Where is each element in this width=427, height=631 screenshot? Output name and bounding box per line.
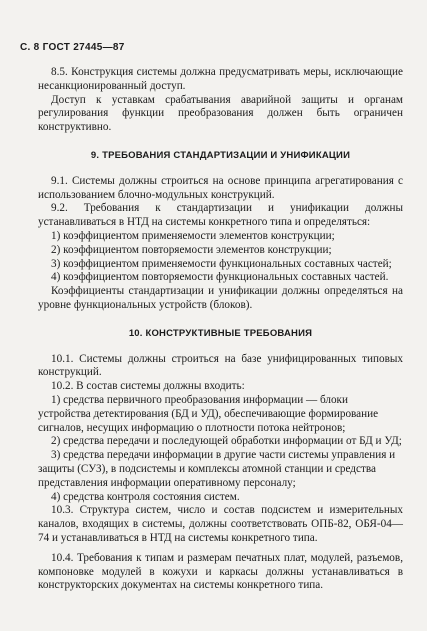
paragraph-access: Доступ к уставкам срабатывания аварийной защиты и органам регулирования функции преобразования должен быть ограничен конструктивно. [38, 93, 403, 134]
paragraph-9-1: 9.1. Системы должны строиться на основе принципа агрегатирования с использованием блочно-модульных конструкций. [38, 174, 403, 201]
page-header: С. 8 ГОСТ 27445—87 [20, 42, 125, 53]
paragraph-9-2: 9.2. Требования к стандартизации и унификации должны устанавливаться в НТД на системы конкретного типа и определяться: [38, 202, 403, 229]
list-item: 4) коэффициентом повторяемости функциональных составных частей. [51, 271, 389, 284]
list-item: 1) средства первичного преобразования информации — блоки устройства детектирования (БД и УД), обеспечивающие формирование сигналов, несущих информацию о плотности потока нейтронов; [38, 393, 379, 434]
section-10-heading: 10. КОНСТРУКТИВНЫЕ ТРЕБОВАНИЯ [128, 327, 313, 339]
document-body [38, 66, 403, 593]
paragraph-coefficients: Коэффициенты стандартизации и унификации должны определяться на уровне функциональных устройств (блоков). [38, 285, 403, 311]
list-item: 4) средства контроля состояния систем. [51, 490, 240, 503]
list-item: 3) коэффициентом применяемости функциональных составных частей; [51, 257, 392, 270]
list-item: 1) коэффициентом применяемости элементов конструкции; [51, 229, 335, 242]
paragraph-10-1: 10.1. Системы должны строиться на базе унифицированных типовых конструкций. [38, 352, 403, 379]
list-item: 3) средства передачи информации в другие части системы управления и защиты (СУЗ), в подсистемы и комплексы атомной станции и средства представления информации оперативному персоналу; [38, 449, 396, 489]
paragraph-10-2: 10.2. В состав системы должны входить: [51, 380, 245, 393]
paragraph-10-3: 10.3. Структура систем, число и состав подсистем и измерительных каналов, входящих в системы, должны соответствовать ОПБ-82, ОБЯ-04—74 и устанавливаться в НТД на системы конкретного типа. [38, 504, 403, 544]
paragraph-10-4: 10.4. Требования к типам и размерам печатных плат, модулей, разъемов, компоновке модулей в кожухи и каркасы должны устанавливаться в конструкторских документах на системы конкретного типа. [38, 551, 403, 592]
list-item: 2) средства передачи и последующей обработки информации от БД и УД; [51, 435, 402, 448]
paragraph-8-5: 8.5. Конструкция системы должна предусматривать меры, исключающие несанкционированный доступ. [38, 66, 403, 92]
section-9-heading: 9. ТРЕБОВАНИЯ СТАНДАРТИЗАЦИИ И УНИФИКАЦИИ [90, 149, 351, 161]
list-item: 2) коэффициентом повторяемости элементов конструкции; [51, 243, 332, 256]
